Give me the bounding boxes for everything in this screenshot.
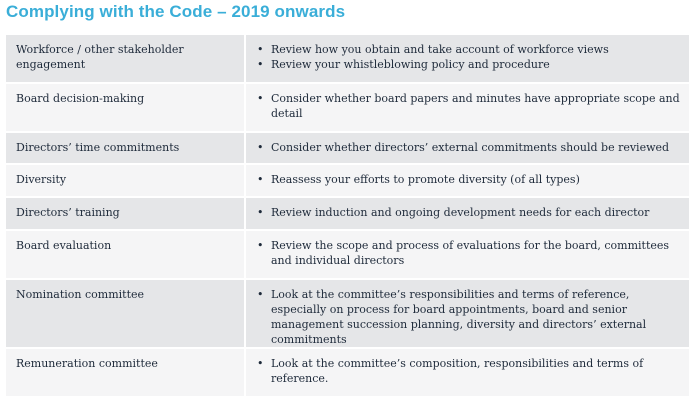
list-item: • Consider whether directors’ external commitments should be reviewed [256, 140, 681, 155]
row-actions [246, 349, 689, 398]
table-row [6, 231, 689, 280]
code-compliance-table [6, 35, 689, 398]
action-list [256, 172, 681, 187]
table-row [6, 165, 689, 198]
list-item: • Review the scope and process of evaluations for the board, committees and individual directors [256, 238, 681, 268]
row-actions [246, 35, 689, 84]
action-list [256, 356, 681, 386]
row-topic: Board decision-making [6, 84, 246, 133]
row-actions [246, 133, 689, 165]
table-row [6, 280, 689, 349]
row-topic: Directors’ time commitments [6, 133, 246, 165]
action-list [256, 42, 681, 72]
row-topic: Remuneration committee [6, 349, 246, 398]
action-list [256, 238, 681, 268]
row-actions [246, 165, 689, 198]
action-list [256, 91, 681, 121]
row-topic: Directors’ training [6, 198, 246, 231]
action-list [256, 140, 681, 155]
page-title: Complying with the Code – 2019 onwards [6, 2, 346, 21]
table-row [6, 133, 689, 165]
table-row [6, 35, 689, 84]
table-row [6, 198, 689, 231]
row-actions [246, 280, 689, 349]
list-item: • Review your whistleblowing policy and procedure [256, 57, 681, 72]
action-list [256, 205, 681, 220]
table-row [6, 84, 689, 133]
list-item: • Review induction and ongoing development needs for each director [256, 205, 681, 220]
row-actions [246, 84, 689, 133]
table-row [6, 349, 689, 398]
row-topic: Nomination committee [6, 280, 246, 349]
list-item: • Look at the committee’s composition, responsibilities and terms of reference. [256, 356, 681, 386]
row-topic: Diversity [6, 165, 246, 198]
row-topic: Board evaluation [6, 231, 246, 280]
row-actions [246, 198, 689, 231]
row-actions [246, 231, 689, 280]
row-topic: Workforce / other stakeholder engagement [6, 35, 246, 84]
action-list [256, 287, 681, 347]
list-item: • Reassess your efforts to promote diversity (of all types) [256, 172, 681, 187]
list-item: • Consider whether board papers and minutes have appropriate scope and detail [256, 91, 681, 121]
list-item: • Look at the committee’s responsibilities and terms of reference, especially on process for board appointments, board and senior management succession planning, diversity and directors’ external commitments [256, 287, 681, 347]
list-item: • Review how you obtain and take account of workforce views [256, 42, 681, 57]
